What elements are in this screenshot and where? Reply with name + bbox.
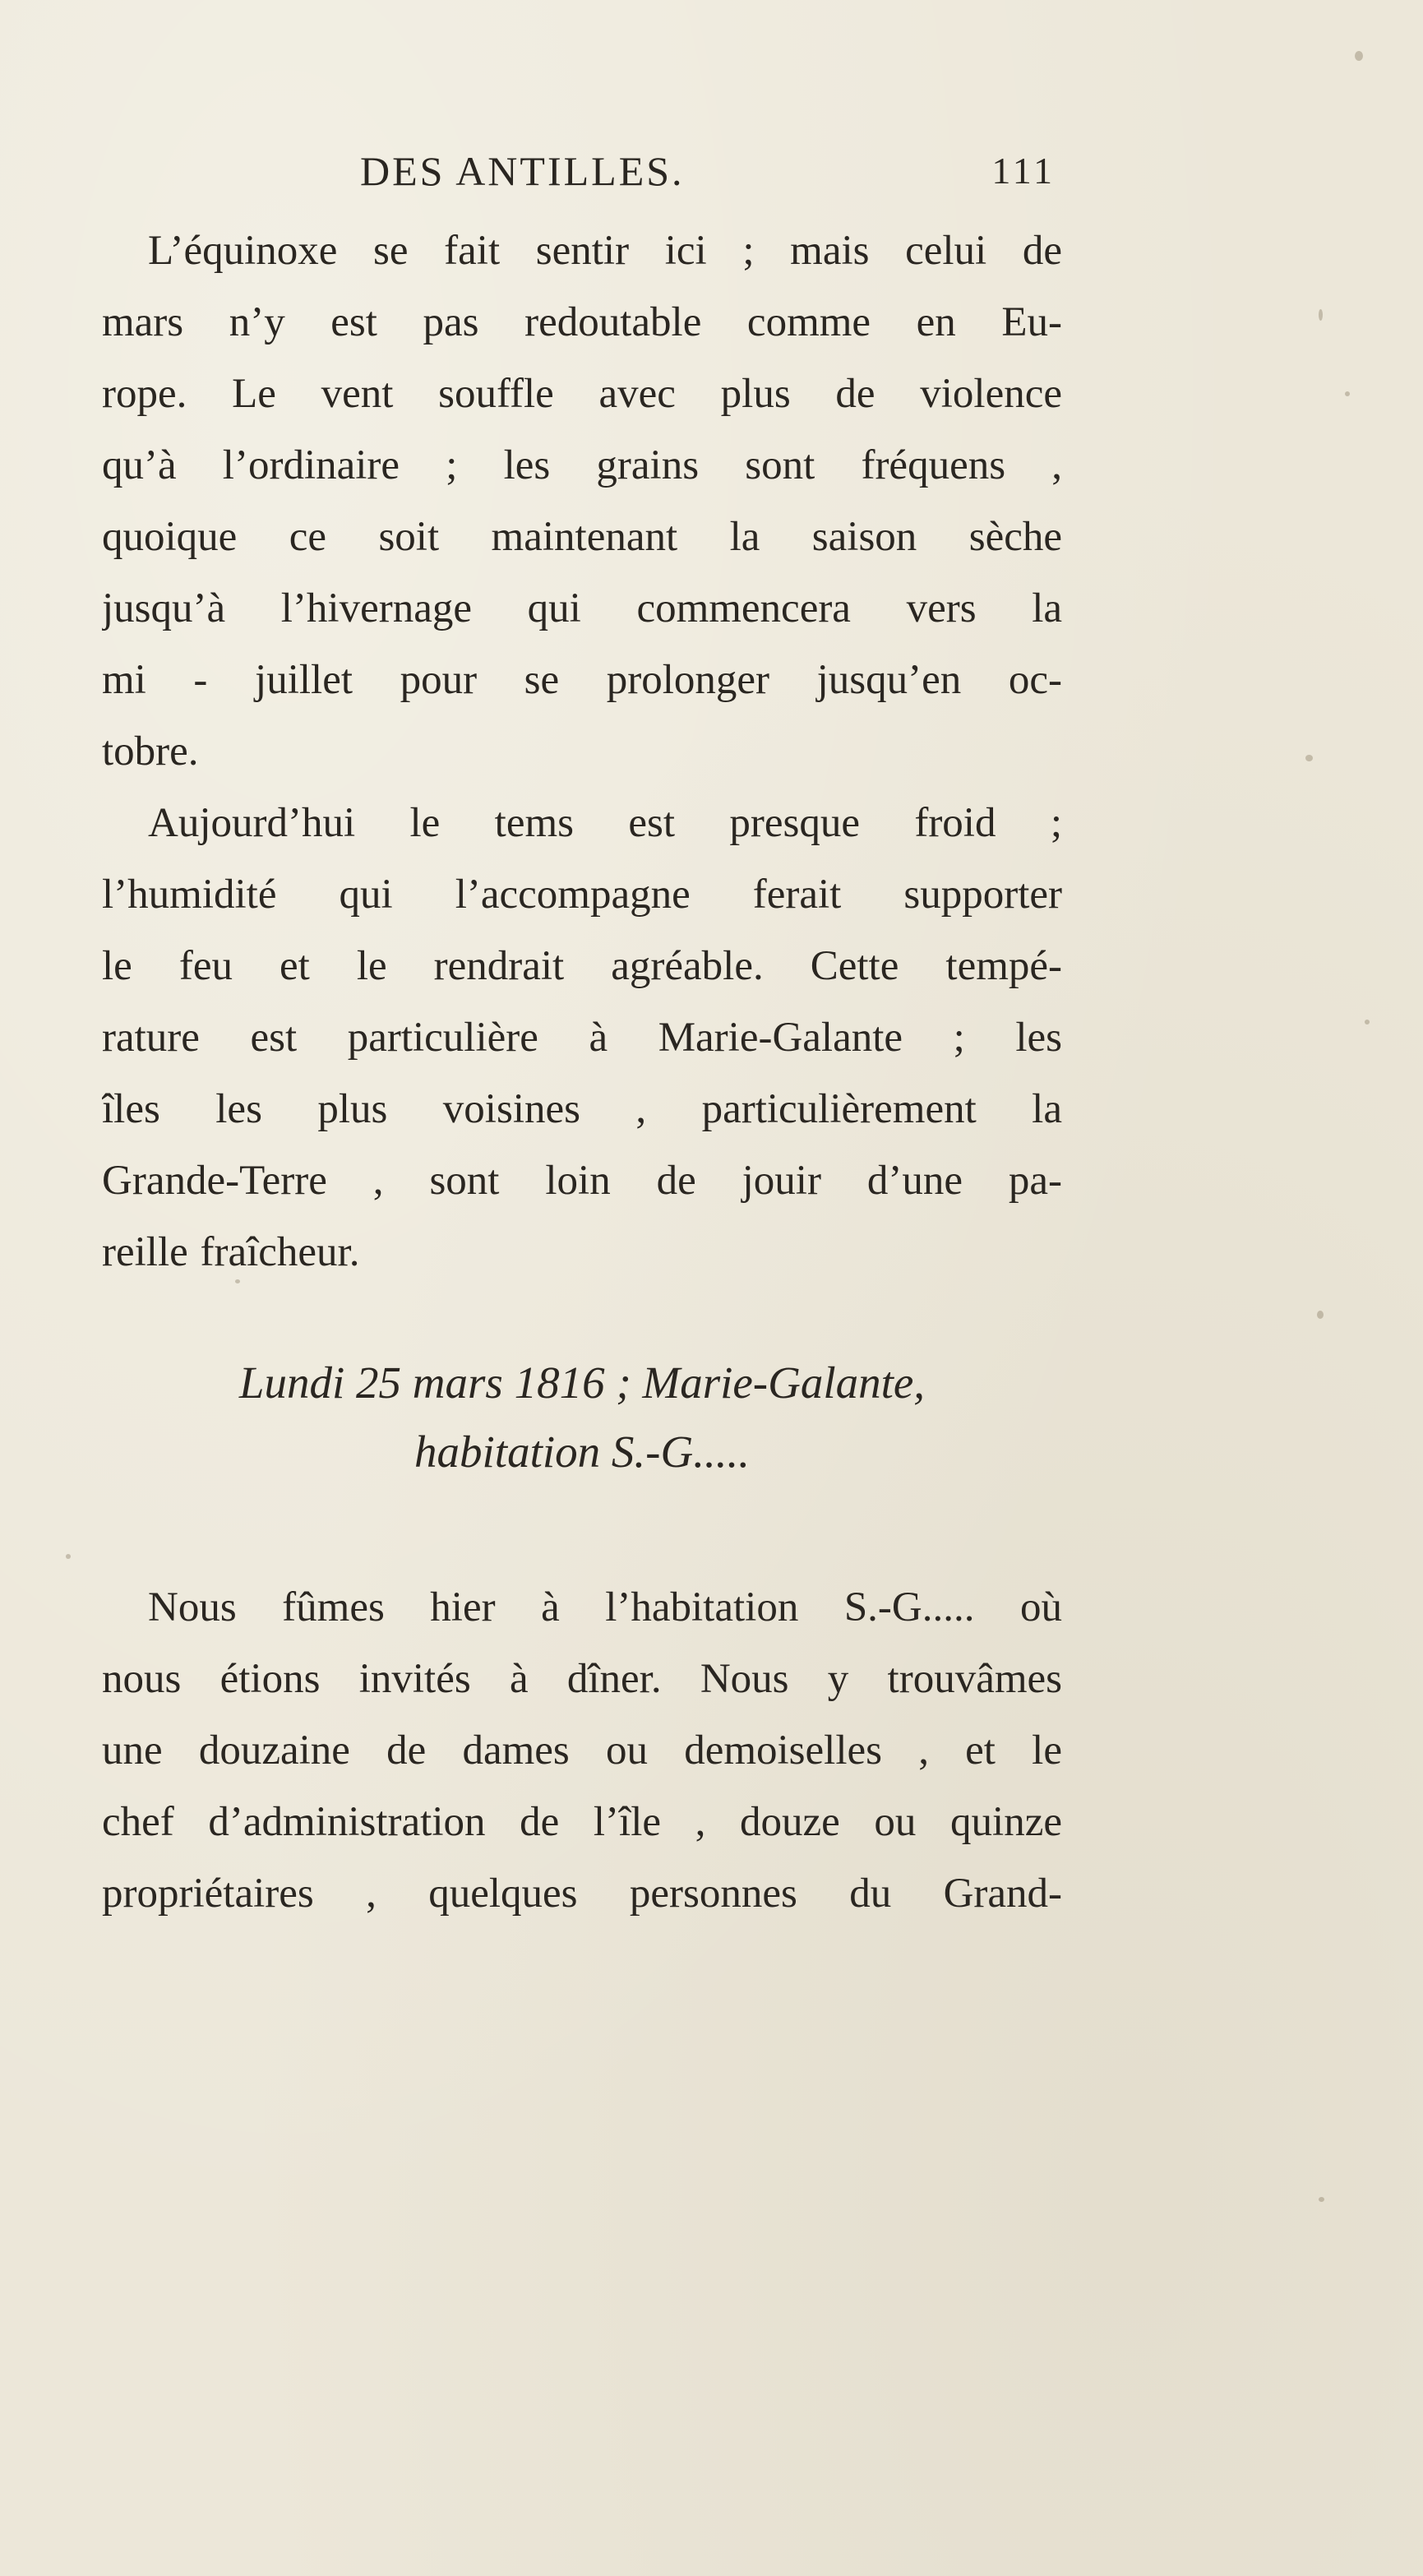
paper-spot: [1355, 51, 1363, 61]
date-heading: [102, 1348, 1062, 1487]
paragraph-equinox: [102, 215, 1062, 788]
paper-spot: [1365, 1020, 1370, 1024]
text-line: jusqu’à l’hivernage qui commencera vers la: [102, 585, 1062, 631]
text-line: une douzaine de dames ou demoiselles , et le: [102, 1727, 1062, 1774]
running-title: DES ANTILLES.: [360, 148, 685, 194]
text-line: chef d’administration de l’île , douze ou quinze: [102, 1799, 1062, 1845]
text-line: rature est particulière à Marie-Galante ; les: [102, 1015, 1062, 1061]
text-line: rope. Le vent souffle avec plus de violence: [102, 371, 1062, 417]
text-line: reille fraîcheur.: [102, 1229, 360, 1275]
page-header: [99, 146, 1069, 196]
text-line: mi - juillet pour se prolonger jusqu’en oc-: [102, 657, 1062, 703]
text-line: Aujourd’hui le tems est presque froid ;: [148, 800, 1062, 846]
date-heading-line: Lundi 25 mars 1816 ; Marie-Galante,: [238, 1357, 926, 1408]
page-number: 111: [991, 150, 1056, 192]
text-line: propriétaires , quelques personnes du Grand-: [102, 1871, 1062, 1917]
text-line: le feu et le rendrait agréable. Cette tempé-: [102, 943, 1062, 989]
paper-spot: [1317, 1311, 1324, 1319]
text-line: l’humidité qui l’accompagne ferait supporter: [102, 872, 1062, 918]
paragraph-dinner: [102, 1572, 1062, 1930]
text-line: quoique ce soit maintenant la saison sèche: [102, 514, 1062, 560]
paper-spot: [1305, 755, 1313, 761]
paper-spot: [1319, 309, 1323, 321]
text-line: Nous fûmes hier à l’habitation S.-G..... où: [148, 1584, 1062, 1630]
date-heading-line: habitation S.-G.....: [414, 1427, 750, 1477]
paragraph-weather: [102, 788, 1062, 1288]
text-line: L’équinoxe se fait sentir ici ; mais celui de: [148, 228, 1062, 274]
text-line: qu’à l’ordinaire ; les grains sont fréquens ,: [102, 442, 1062, 488]
text-line: mars n’y est pas redoutable comme en Eu-: [102, 299, 1062, 345]
text-line: nous étions invités à dîner. Nous y trouvâmes: [102, 1656, 1062, 1702]
text-line: tobre.: [102, 728, 199, 775]
text-line: îles les plus voisines , particulièrement la: [102, 1086, 1062, 1132]
paper-spot: [66, 1554, 71, 1559]
paper-spot: [1345, 391, 1350, 396]
paper-spot: [1319, 2197, 1324, 2202]
text-line: Grande-Terre , sont loin de jouir d’une pa-: [102, 1158, 1062, 1204]
